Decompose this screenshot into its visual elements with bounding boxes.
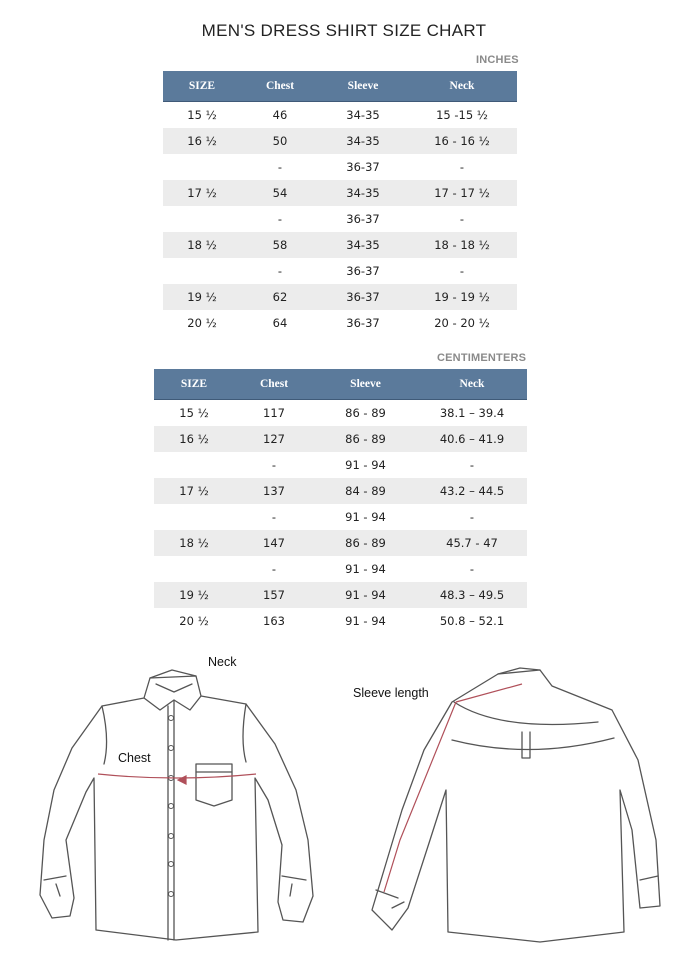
table-cell: 50.8 – 52.1 [439,614,505,628]
table-cell: - [459,264,465,278]
sleeve-length-label: Sleeve length [353,686,429,700]
table-cell: - [271,562,277,576]
table-row [154,504,527,530]
table-cell: 34-35 [319,128,407,154]
table-cell [163,154,241,180]
column-header: Sleeve [314,369,417,400]
table-cell [163,206,241,232]
table-cell: 17 - 17 ½ [407,180,517,206]
shirt-buttons [169,716,174,897]
table-cell: 127 [234,426,314,452]
table-cell: - [469,562,475,576]
table-cell: - [459,212,465,226]
table-cell: 18 - 18 ½ [407,232,517,258]
table-row [163,180,517,206]
table-cell: - [277,212,283,226]
table-row [154,400,527,427]
table-cell [163,258,241,284]
table-cell: 43.2 – 44.5 [417,478,527,504]
table-cell: - [469,510,475,524]
chest-label: Chest [118,751,151,765]
table-cell: 36-37 [346,212,380,226]
inches-size-table [163,71,517,336]
table-cell: - [271,458,277,472]
table-row [163,154,517,180]
table-cell: 20 ½ [187,316,217,330]
centimeters-size-table [154,369,527,634]
table-cell: 34-35 [346,108,380,122]
table-row [154,530,527,556]
table-row [163,284,517,310]
table-cell: 91 - 94 [314,582,417,608]
table-cell: 62 [241,284,319,310]
table-cell: 58 [241,232,319,258]
table-header-row [163,71,517,102]
table-cell: 38.1 – 39.4 [439,406,505,420]
table-row [163,206,517,232]
table-cell: 84 - 89 [314,478,417,504]
sleeve-measure-line [384,702,456,892]
column-header: Sleeve [319,71,407,102]
table-cell: - [277,264,283,278]
table-row [154,478,527,504]
table-cell: 18 ½ [163,232,241,258]
table-cell: 137 [234,478,314,504]
table-cell: 36-37 [346,160,380,174]
table-cell: - [459,160,465,174]
chest-arrow-icon [178,776,186,784]
table-cell: 86 - 89 [314,530,417,556]
neck-label: Neck [208,655,237,669]
inches-unit-label: INCHES [476,54,519,66]
table-cell: 91 - 94 [345,510,386,524]
table-cell: 16 ½ [163,128,241,154]
table-row [154,452,527,478]
table-cell: 15 ½ [187,108,217,122]
table-cell: 147 [234,530,314,556]
table-cell: - [277,160,283,174]
column-header: Chest [234,369,314,400]
table-row [154,556,527,582]
table-cell: - [469,458,475,472]
table-cell: 157 [234,582,314,608]
table-cell [154,556,234,582]
table-cell: 91 - 94 [345,562,386,576]
column-header: Neck [407,71,517,102]
table-cell: 40.6 – 41.9 [417,426,527,452]
table-cell: - [271,510,277,524]
table-cell: 19 ½ [154,582,234,608]
table-cell: 16 ½ [154,426,234,452]
table-cell: 36-37 [346,264,380,278]
table-cell: 48.3 – 49.5 [417,582,527,608]
column-header: SIZE [163,71,241,102]
shirt-measurement-diagram [0,640,688,960]
table-cell [154,452,234,478]
table-row [163,310,517,336]
column-header: SIZE [154,369,234,400]
table-cell: 64 [272,316,288,330]
table-cell: 16 - 16 ½ [407,128,517,154]
table-cell: 91 - 94 [345,458,386,472]
table-cell: 15 -15 ½ [436,108,488,122]
table-cell: 46 [272,108,288,122]
table-cell: 54 [241,180,319,206]
table-row [163,258,517,284]
table-cell: 50 [241,128,319,154]
table-cell: 34-35 [319,232,407,258]
table-row [163,128,517,154]
column-header: Neck [417,369,527,400]
table-cell: 17 ½ [154,478,234,504]
table-cell: 91 - 94 [345,614,386,628]
table-cell [154,504,234,530]
table-cell: 86 - 89 [314,426,417,452]
front-shirt-illustration [40,670,313,940]
centimeters-unit-label: CENTIMENTERS [437,352,527,364]
table-cell: 20 - 20 ½ [434,316,490,330]
table-header-row [154,369,527,400]
table-row [154,426,527,452]
table-cell: 36-37 [346,316,380,330]
back-shirt-illustration [372,668,660,942]
table-cell: 163 [263,614,285,628]
chart-title: MEN'S DRESS SHIRT SIZE CHART [201,21,487,40]
table-cell: 86 - 89 [345,406,386,420]
table-cell: 17 ½ [163,180,241,206]
table-cell: 20 ½ [179,614,209,628]
column-header: Chest [241,71,319,102]
table-cell: 18 ½ [154,530,234,556]
table-row [163,102,517,129]
table-cell: 117 [263,406,285,420]
table-row [154,582,527,608]
table-cell: 45.7 - 47 [417,530,527,556]
table-row [163,232,517,258]
table-cell: 19 ½ [163,284,241,310]
table-cell: 15 ½ [179,406,209,420]
table-row [154,608,527,634]
table-cell: 34-35 [319,180,407,206]
table-cell: 36-37 [319,284,407,310]
table-cell: 19 - 19 ½ [407,284,517,310]
